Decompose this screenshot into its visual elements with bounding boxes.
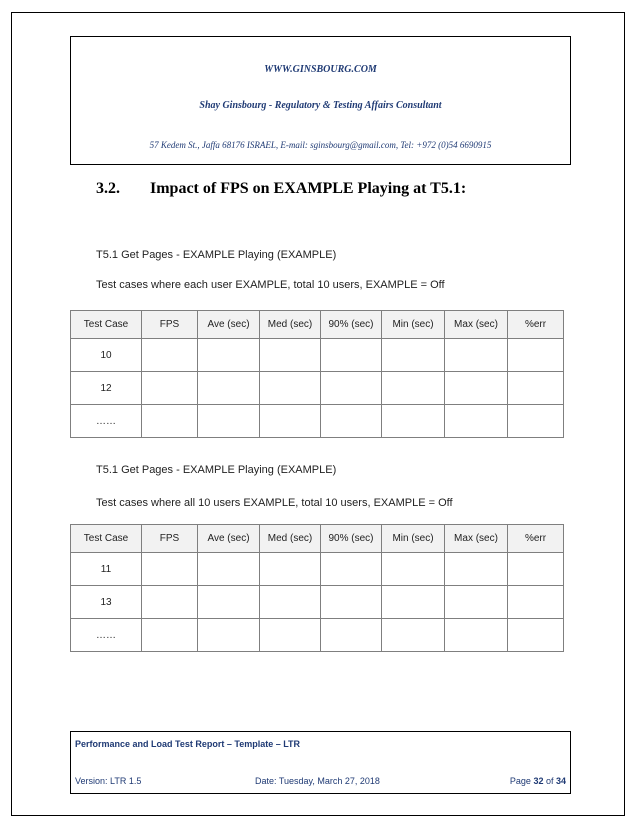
column-header-90pct: 90% (sec) [321,311,382,339]
empty-cell [198,619,260,652]
empty-cell [445,586,508,619]
empty-cell [382,372,445,405]
table-row [71,372,564,405]
column-header-90pct: 90% (sec) [321,525,382,553]
page-prefix: Page [509,776,534,786]
empty-cell [445,339,508,372]
empty-cell [142,339,198,372]
table-row [71,339,564,372]
empty-cell [321,372,382,405]
empty-cell [508,405,564,438]
column-header-min: Min (sec) [382,525,445,553]
empty-cell [198,553,260,586]
empty-cell [445,372,508,405]
section-number: 3.2. [96,180,120,197]
page-of: of [543,776,556,786]
empty-cell [260,339,321,372]
empty-cell [142,372,198,405]
column-header-med: Med (sec) [260,525,321,553]
table-row [71,553,564,586]
empty-cell [445,405,508,438]
column-header-max: Max (sec) [445,311,508,339]
results-table-1 [70,310,564,438]
empty-cell [321,405,382,438]
header-website: WWW.GINSBOURG.COM [264,64,377,75]
empty-cell [198,405,260,438]
test-case-cell: …… [71,619,142,652]
empty-cell [260,405,321,438]
column-header-err: %err [508,311,564,339]
empty-cell [321,553,382,586]
column-header-fps: FPS [142,311,198,339]
block2-subtitle: T5.1 Get Pages - EXAMPLE Playing (EXAMPLE) [96,464,337,476]
empty-cell [198,586,260,619]
empty-cell [508,619,564,652]
empty-cell [382,586,445,619]
block1-subtitle: T5.1 Get Pages - EXAMPLE Playing (EXAMPLE) [96,249,337,261]
column-header-fps: FPS [142,525,198,553]
table-header-row [71,525,564,553]
page-header [70,36,571,165]
empty-cell [382,553,445,586]
empty-cell [260,553,321,586]
footer-date: Date: Tuesday, March 27, 2018 [255,776,380,786]
block2-description: Test cases where all 10 users EXAMPLE, total 10 users, EXAMPLE = Off [96,497,453,509]
table-row [71,586,564,619]
empty-cell [142,553,198,586]
empty-cell [382,405,445,438]
empty-cell [508,339,564,372]
column-header-med: Med (sec) [260,311,321,339]
empty-cell [445,619,508,652]
header-consultant: Shay Ginsbourg - Regulatory & Testing Affairs Consultant [199,100,442,111]
empty-cell [142,619,198,652]
empty-cell [260,586,321,619]
column-header-min: Min (sec) [382,311,445,339]
column-header-max: Max (sec) [445,525,508,553]
empty-cell [198,339,260,372]
empty-cell [445,553,508,586]
table-row [71,405,564,438]
empty-cell [142,405,198,438]
test-case-cell: 13 [71,586,142,619]
page-footer [70,731,571,794]
test-case-cell: …… [71,405,142,438]
test-case-cell: 12 [71,372,142,405]
footer-version: Version: LTR 1.5 [75,776,142,786]
column-header-test-case: Test Case [71,525,142,553]
results-table-2 [70,524,564,652]
footer-title: Performance and Load Test Report – Template – LTR [75,739,301,749]
empty-cell [508,372,564,405]
page-number: 32 [533,776,544,786]
empty-cell [260,372,321,405]
empty-cell [198,372,260,405]
empty-cell [382,619,445,652]
empty-cell [382,339,445,372]
test-case-cell: 10 [71,339,142,372]
header-address: 57 Kedem St., Jaffa 68176 ISRAEL, E-mail: sginsbourg@gmail.com, Tel: +972 (0)54 6690915 [149,140,492,150]
column-header-ave: Ave (sec) [198,525,260,553]
empty-cell [260,619,321,652]
empty-cell [508,586,564,619]
table-header-row [71,311,564,339]
footer-page-indicator [510,776,566,786]
column-header-ave: Ave (sec) [198,311,260,339]
empty-cell [321,619,382,652]
column-header-test-case: Test Case [71,311,142,339]
empty-cell [142,586,198,619]
page-total: 34 [555,776,566,786]
table-row [71,619,564,652]
section-title: Impact of FPS on EXAMPLE Playing at T5.1: [150,180,467,197]
empty-cell [321,586,382,619]
test-case-cell: 11 [71,553,142,586]
block1-description: Test cases where each user EXAMPLE, total 10 users, EXAMPLE = Off [96,279,445,291]
column-header-err: %err [508,525,564,553]
empty-cell [321,339,382,372]
empty-cell [508,553,564,586]
